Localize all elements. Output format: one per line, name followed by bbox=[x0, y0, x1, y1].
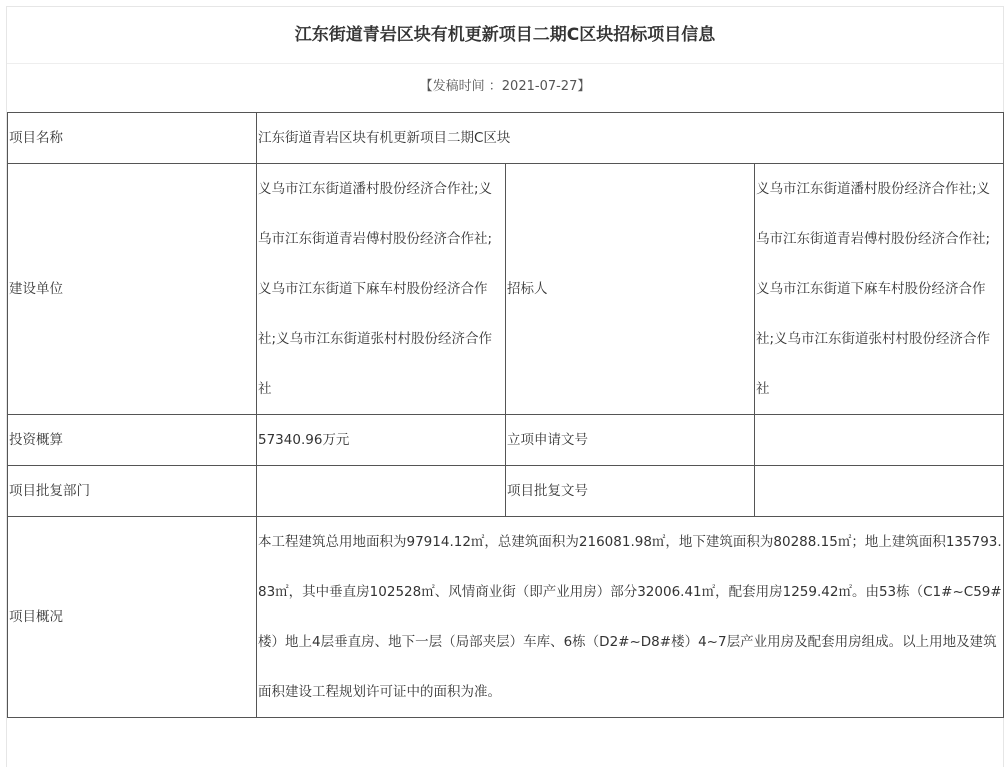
overview-label: 项目概况 bbox=[8, 517, 257, 718]
approval-dept-label: 项目批复部门 bbox=[8, 466, 257, 517]
publish-date: 【发稿时间 ：2021-07-27】 bbox=[419, 79, 591, 94]
reply-doc-label: 项目批复文号 bbox=[506, 466, 755, 517]
table-row bbox=[8, 164, 1004, 415]
investment-value: 57340.96万元 bbox=[257, 415, 506, 466]
tenderer-label: 招标人 bbox=[506, 164, 755, 415]
approval-doc-value bbox=[755, 415, 1004, 466]
reply-doc-value bbox=[755, 466, 1004, 517]
table-row bbox=[8, 517, 1004, 718]
table-row bbox=[8, 466, 1004, 517]
page-title: 江东街道青岩区块有机更新项目二期C区块招标项目信息 bbox=[7, 7, 1003, 64]
builder-value: 义乌市江东街道潘村股份经济合作社;义乌市江东街道青岩傅村股份经济合作社;义乌市江东街道下麻车村股份经济合作社;义乌市江东街道张村村股份经济合作社 bbox=[257, 164, 506, 415]
tenderer-value: 义乌市江东街道潘村股份经济合作社;义乌市江东街道青岩傅村股份经济合作社;义乌市江东街道下麻车村股份经济合作社;义乌市江东街道张村村股份经济合作社 bbox=[755, 164, 1004, 415]
investment-label: 投资概算 bbox=[8, 415, 257, 466]
project-name-value: 江东街道青岩区块有机更新项目二期C区块 bbox=[257, 113, 1004, 164]
approval-doc-label: 立项申请文号 bbox=[506, 415, 755, 466]
overview-value: 本工程建筑总用地面积为97914.12㎡，总建筑面积为216081.98㎡，地下建筑面积为80288.15㎡；地上建筑面积135793.83㎡，其中垂直房102528㎡、风情商业街（即产业用房）部分32006.41㎡，配套用房1259.42㎡。由53栋（C1#~C59#楼）地上4层垂直房、地下一层（局部夹层）车库、6栋（D2#~D8#楼）4~7层产业用房及配套用房组成。以上用地及建筑面积建设工程规划许可证中的面积为准。 bbox=[257, 517, 1004, 718]
project-info-table bbox=[7, 112, 1004, 718]
table-row bbox=[8, 415, 1004, 466]
project-name-label: 项目名称 bbox=[8, 113, 257, 164]
builder-label: 建设单位 bbox=[8, 164, 257, 415]
approval-dept-value bbox=[257, 466, 506, 517]
table-row bbox=[8, 113, 1004, 164]
